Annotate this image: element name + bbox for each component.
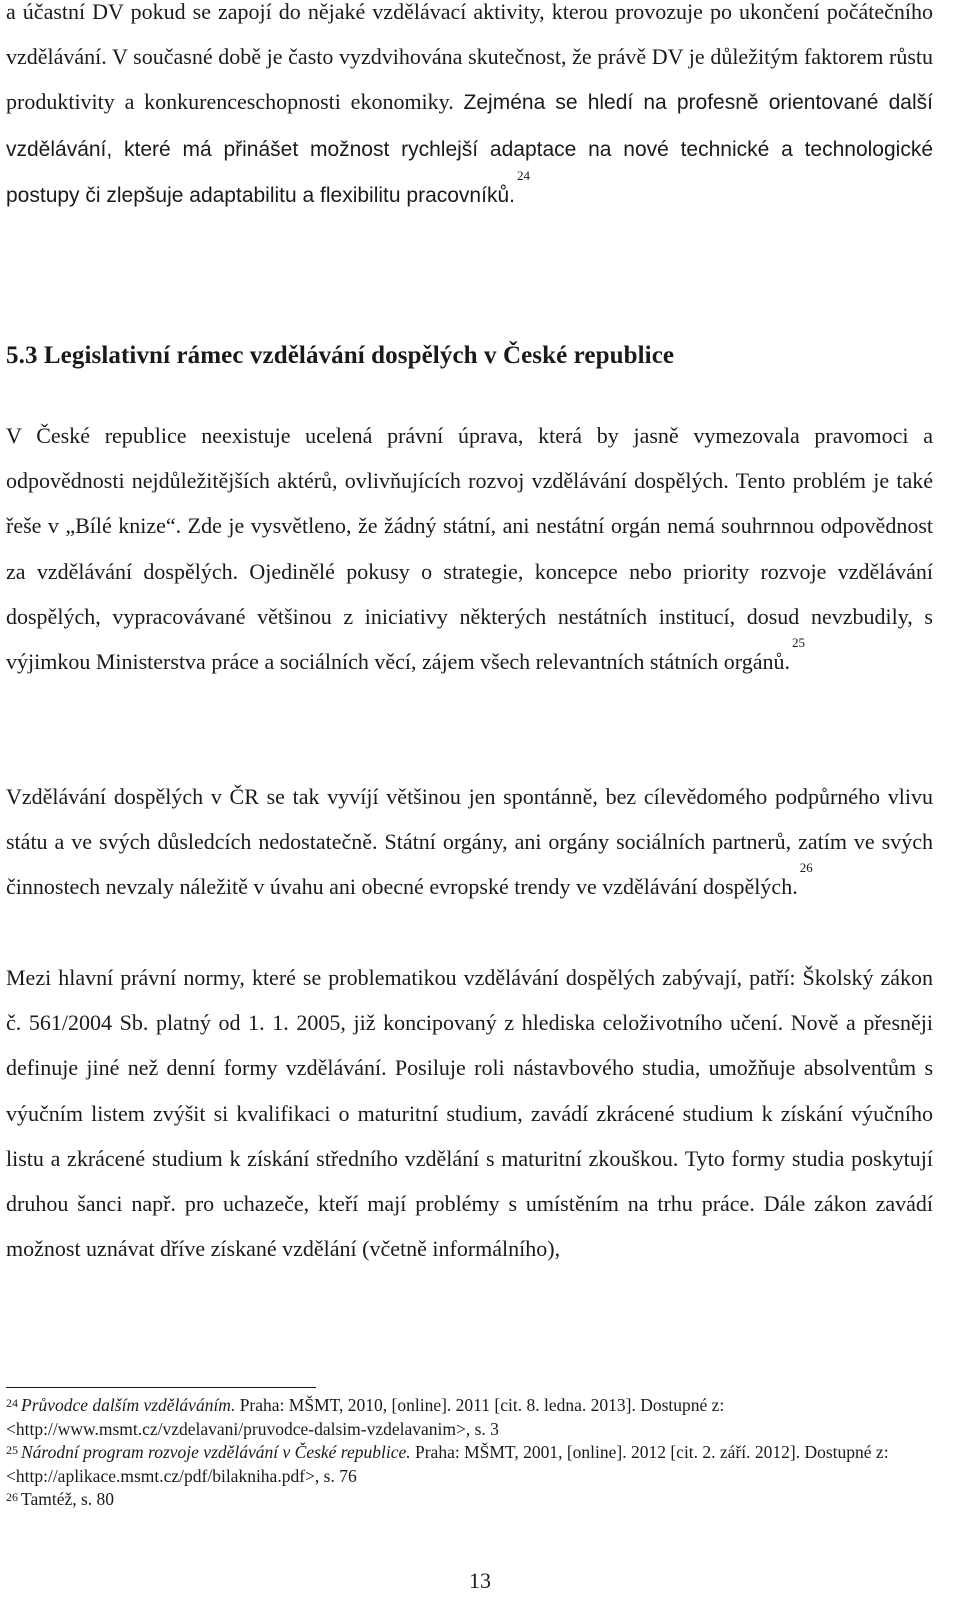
footnote-ref-25: 25 bbox=[792, 635, 805, 651]
footnote-26 bbox=[6, 1488, 926, 1512]
footnote-text: Praha: MŠMT, 2010, [online]. 2011 [cit. 8. ledna. 2013]. Dostupné z: <http://www.msmt.cz/vzdelavani/pruvodce-dalsim-vzdelavanim>, s. 3 bbox=[6, 1395, 725, 1439]
paragraph-spontaneous bbox=[6, 774, 933, 910]
footnote-24 bbox=[6, 1394, 926, 1441]
footnotes bbox=[6, 1394, 926, 1512]
footnote-title: Průvodce dalším vzděláváním. bbox=[21, 1395, 236, 1415]
footnote-25 bbox=[6, 1441, 926, 1488]
section-heading: 5.3 Legislativní rámec vzdělávání dospělých v České republice bbox=[6, 342, 675, 369]
page-number: 13 bbox=[469, 1568, 491, 1593]
footnote-ref-24: 24 bbox=[516, 167, 530, 183]
paragraph-legislation bbox=[6, 413, 933, 684]
paragraph-legislation-text: V České republice neexistuje ucelená právní úprava, která by jasně vymezovala pravomoci a odpovědnosti nejdůležitějších aktérů, ovlivňujících rozvoj vzdělávání dospělých. Tento problém je také řeše v „Bílé knize“. Zde je vysvětleno, že žádný státní, ani nestátní orgán nemá souhrnnou odpovědnost za vzdělávání dospělých. Ojedinělé pokusy o strategie, koncepce nebo priority rozvoje vzdělávání dospělých, vypracovávané většinou z iniciativy některých nestátních institucí, dosud nevzbudily, s výjimkou Ministerstva práce a sociálních věcí, zájem všech relevantních státních orgánů. bbox=[6, 423, 933, 675]
paragraph-dv-intro-text-b: Zejména se hledí na profesně orientované další vzdělávání, které má přinášet možnost rychlejší adaptace na nové technické a technologické postupy či zlepšuje adaptabilitu a flexibilitu pracovníků. bbox=[6, 91, 933, 207]
paragraph-spontaneous-text: Vzdělávání dospělých v ČR se tak vyvíjí většinou jen spontánně, bez cílevědomého podpůrného vlivu státu a ve svých důsledcích nedostatečně. Státní orgány, ani orgány sociálních partnerů, zatím ve svých činnostech nevzaly náležitě v úvahu ani obecné evropské trendy ve vzdělávání dospělých. bbox=[6, 784, 933, 900]
paragraph-legal-norms-text: Mezi hlavní právní normy, které se problematikou vzdělávání dospělých zabývají, patří: Školský zákon č. 561/2004 Sb. platný od 1. 1. 2005, již koncipovaný z hlediska celoživotního učení. Nově a přesněji definuje jiné než denní formy vzdělávání. Posiluje roli nástavbového studia, umožňuje absolventům s výučním listem zvýšit si kvalifikaci o maturitní studium, zavádí zkrácené studium k získání výučního listu a zkrácené studium k získání středního vzdělání s maturitní zkouškou. Tyto formy studia poskytují druhou šanci např. pro uchazeče, kteří mají problémy s umístěním na trhu práce. Dále zákon zavádí možnost uznávat dříve získané vzdělání (včetně informálního), bbox=[6, 965, 933, 1262]
paragraph-legal-norms bbox=[6, 955, 933, 1271]
footnote-text: Tamtéž, s. 80 bbox=[21, 1489, 115, 1509]
footnote-number: 25 bbox=[6, 1443, 18, 1457]
footnote-number: 26 bbox=[6, 1490, 18, 1504]
footnote-number: 24 bbox=[6, 1396, 18, 1410]
footnote-separator bbox=[6, 1387, 316, 1388]
footnote-title: Národní program rozvoje vzdělávání v České republice. bbox=[21, 1442, 411, 1462]
footnote-ref-26: 26 bbox=[799, 860, 813, 876]
paragraph-dv-intro bbox=[6, 0, 933, 218]
footnote-text: Praha: MŠMT, 2001, [online]. 2012 [cit. 2. září. 2012]. Dostupné z: <http://aplikace.msmt.cz/pdf/bilakniha.pdf>, s. 76 bbox=[6, 1442, 889, 1486]
paragraph-dv-intro-text-a: a účastní DV pokud se zapojí do nějaké vzdělávací aktivity, kterou provozuje po ukončení počátečního vzdělávání. V současné době je často vyzdvihována skutečnost, že právě DV je důležitým faktorem růstu produktivity a konkurenceschopnosti ekonomiky. bbox=[6, 0, 933, 115]
